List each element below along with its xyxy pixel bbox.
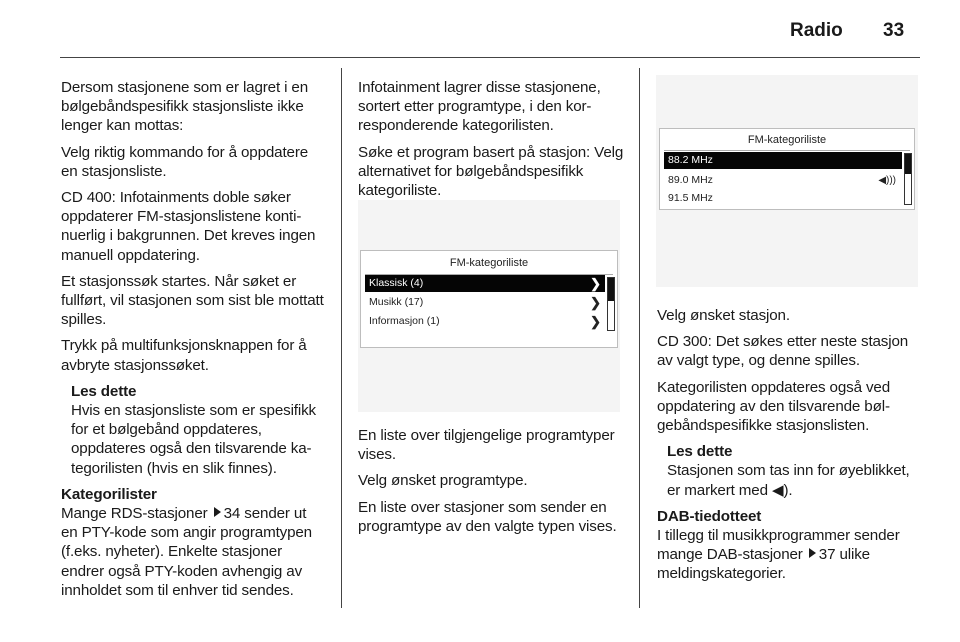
note-text: Stasjonen som tas inn for øyeblikket, er markert med	[667, 462, 910, 499]
scrollbar[interactable]	[904, 153, 912, 205]
paragraph: Søke et program basert på stasjon: Velg alternativet for bølgebåndspesifikk kategoriliste.	[358, 143, 624, 200]
list-item-label: 91.5 MHz	[668, 192, 713, 204]
speaker-icon: ◀︎)	[771, 481, 789, 499]
running-header-title: Radio	[790, 20, 843, 41]
list-item-label: 88.2 MHz	[668, 154, 713, 166]
screen-title: FM-kategoriliste	[449, 257, 529, 269]
column-2	[358, 78, 624, 207]
section-heading: Kategorilister	[61, 485, 157, 503]
paragraph	[657, 526, 921, 584]
column-3	[657, 306, 921, 584]
paragraph: Et stasjonssøk startes. Når søket er fullført, vil stasjonen som sist ble mottatt spilles.	[61, 272, 324, 329]
list-item[interactable]	[365, 275, 605, 292]
paragraph: Velg ønsket stasjon.	[657, 307, 790, 324]
list-item[interactable]	[664, 190, 902, 207]
chevron-right-icon: ❯	[590, 295, 601, 310]
paragraph: Trykk på multifunksjonsknappen for å avbryte stasjonssøket.	[61, 337, 307, 374]
list-item-label: 89.0 MHz	[668, 174, 713, 186]
paragraph: En liste over tilgjengelige programtyper vises.	[358, 427, 615, 464]
chevron-right-icon: ❯	[590, 276, 601, 291]
paragraph-text: 34 sender ut en PTY-kode som angir programtypen (f.eks. nyheter). Enkelte stasjoner endrer også PTY-koden avhengig av innholdet som til enhver tid sendes.	[61, 505, 312, 599]
screenshot-category-list	[358, 200, 620, 412]
paragraph	[61, 504, 325, 600]
display-screen	[659, 128, 915, 210]
column-1	[61, 78, 325, 600]
list-item[interactable]	[365, 294, 605, 311]
column-2-lower	[358, 426, 624, 543]
list-item[interactable]	[664, 172, 902, 189]
note-box	[71, 382, 325, 478]
note-text: .	[788, 481, 793, 499]
divider	[664, 150, 910, 151]
screenshot-station-list	[656, 75, 918, 287]
speaker-icon: ◀︎)))	[878, 175, 896, 186]
cross-reference-arrow-icon	[214, 507, 221, 517]
list-item[interactable]	[365, 313, 605, 330]
note-box	[667, 442, 921, 500]
paragraph: En liste over stasjoner som sender en programtype av den valgte typen vises.	[358, 498, 617, 535]
paragraph-text: Mange RDS-stasjoner	[61, 505, 208, 523]
cross-reference-arrow-icon	[809, 548, 816, 558]
paragraph-text: 37 ulike meldingskategorier.	[657, 546, 870, 583]
paragraph: CD 300: Det søkes etter neste stasjon av valgt type, og denne spilles.	[657, 333, 909, 370]
paragraph: Kategorilisten oppdateres også ved oppdatering av den tilsvarende bølgebåndspesifikke stasjonslisten.	[657, 378, 890, 435]
screen-title: FM-kategoriliste	[747, 134, 827, 146]
list-item-label: Musikk (17)	[369, 296, 424, 308]
note-text: Hvis en stasjonsliste som er spesifikk for et bølgebånd oppdateres, oppdateres også den tilsvarende kategorilisten (hvis en slik finnes).	[71, 402, 316, 477]
page-number: 33	[883, 20, 905, 41]
list-item[interactable]	[664, 152, 902, 169]
chevron-right-icon: ❯	[590, 314, 601, 329]
paragraph: Velg ønsket programtype.	[358, 472, 528, 490]
section-heading: DAB-tiedotteet	[657, 507, 762, 525]
header-rule	[60, 57, 920, 58]
list-item-label: Informasjon (1)	[369, 315, 440, 327]
scrollbar[interactable]	[607, 277, 615, 331]
paragraph: Velg riktig kommando for å oppdatere en stasjonsliste.	[61, 143, 309, 180]
paragraph: Dersom stasjonene som er lagret i en bølgebåndspesifikk stasjonsliste ikke lenger kan mottas:	[61, 79, 308, 135]
paragraph: Infotainment lagrer disse stasjonene, sortert etter programtype, i den korresponderende kategorilisten.	[358, 79, 601, 135]
note-title: Les dette	[667, 443, 733, 461]
paragraph-text: I tillegg til musikkprogrammer sender mange DAB-stasjoner	[657, 527, 900, 564]
paragraph: CD 400: Infotainments doble søker oppdaterer FM-stasjonslistene kontinuerlig i bakgrunnen. Det kreves ingen manuell oppdatering.	[61, 189, 316, 264]
column-divider	[639, 68, 640, 608]
list-item-label: Klassisk (4)	[369, 277, 424, 289]
display-screen	[360, 250, 618, 348]
column-divider	[341, 68, 342, 608]
note-title: Les dette	[71, 382, 137, 400]
